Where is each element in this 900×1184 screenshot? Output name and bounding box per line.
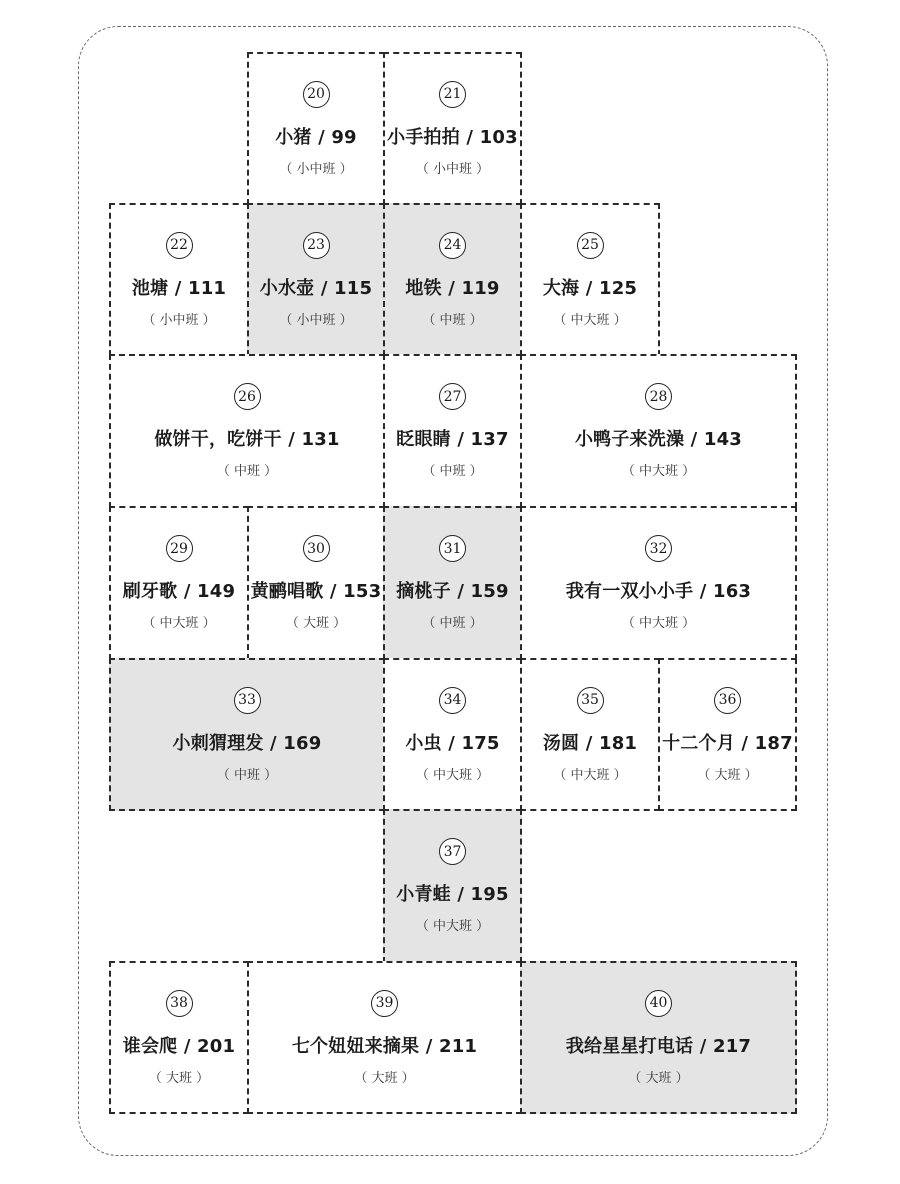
song-title: 小手拍拍 / 103 (387, 126, 518, 148)
number-badge: 33 (234, 687, 261, 714)
number-badge: 38 (166, 990, 193, 1017)
class-level: （ 中大班 ） (553, 312, 627, 328)
number-badge: 25 (577, 232, 604, 259)
song-card-25[interactable] (520, 203, 660, 356)
class-level: （ 中大班 ） (415, 767, 490, 783)
song-title: 谁会爬 / 201 (122, 1035, 236, 1057)
song-title: 七个妞妞来摘果 / 211 (291, 1035, 478, 1057)
song-title: 小刺猬理发 / 169 (172, 732, 322, 754)
song-title: 大海 / 125 (542, 277, 638, 299)
number-badge: 21 (439, 81, 466, 108)
song-title: 眨眼睛 / 137 (396, 429, 509, 450)
number-badge: 32 (645, 535, 672, 562)
number-badge: 26 (234, 383, 261, 410)
song-card-39[interactable] (247, 961, 522, 1114)
song-title: 小水壶 / 115 (259, 277, 373, 299)
number-badge: 27 (439, 383, 466, 410)
song-title: 做饼干，吃饼干 / 131 (154, 429, 340, 450)
song-card-30[interactable] (247, 506, 385, 660)
song-title: 汤圆 / 181 (542, 732, 638, 754)
class-level: （ 中班 ） (422, 312, 483, 328)
class-level: （ 大班 ） (285, 616, 347, 631)
class-level: （ 小中班 ） (415, 161, 490, 177)
song-card-36[interactable] (658, 658, 797, 811)
song-title: 我给星星打电话 / 217 (565, 1035, 752, 1057)
song-card-22[interactable] (109, 203, 249, 356)
song-card-23[interactable] (247, 203, 385, 356)
song-card-38[interactable] (109, 961, 249, 1114)
song-card-34[interactable] (383, 658, 522, 811)
song-card-40[interactable] (520, 961, 797, 1114)
class-level: （ 中班 ） (216, 767, 278, 783)
class-level: （ 中班 ） (216, 464, 278, 479)
class-level: （ 中大班 ） (621, 464, 696, 479)
song-card-35[interactable] (520, 658, 660, 811)
song-title: 小鸭子来洗澡 / 143 (574, 429, 743, 450)
song-title: 小猪 / 99 (275, 126, 357, 148)
song-card-31[interactable] (383, 506, 522, 660)
class-level: （ 中班 ） (422, 616, 483, 631)
class-level: （ 中大班 ） (142, 616, 216, 631)
class-level: （ 中班 ） (422, 464, 483, 479)
class-level: （ 中大班 ） (553, 767, 627, 783)
song-card-33[interactable] (109, 658, 385, 811)
number-badge: 35 (577, 687, 604, 714)
number-badge: 30 (303, 535, 330, 562)
song-card-26[interactable] (109, 354, 385, 508)
song-card-27[interactable] (383, 354, 522, 508)
number-badge: 31 (439, 535, 466, 562)
song-card-24[interactable] (383, 203, 522, 356)
class-level: （ 中大班 ） (621, 616, 696, 631)
song-title: 刷牙歌 / 149 (122, 581, 236, 602)
number-badge: 24 (439, 232, 466, 259)
number-badge: 36 (714, 687, 741, 714)
song-card-28[interactable] (520, 354, 797, 508)
number-badge: 29 (166, 535, 193, 562)
song-title: 地铁 / 119 (405, 277, 500, 299)
song-title: 黄鹂唱歌 / 153 (250, 581, 382, 602)
number-badge: 34 (439, 687, 466, 714)
number-badge: 40 (645, 990, 672, 1017)
class-level: （ 小中班 ） (142, 312, 216, 328)
class-level: （ 小中班 ） (279, 312, 353, 328)
number-badge: 23 (303, 232, 330, 259)
song-title: 十二个月 / 187 (662, 732, 793, 754)
song-card-37[interactable] (383, 809, 522, 963)
class-level: （ 大班 ） (354, 1070, 415, 1086)
song-title: 小青蛙 / 195 (396, 884, 509, 905)
number-badge: 22 (166, 232, 193, 259)
song-card-20[interactable] (247, 52, 385, 205)
song-title: 小虫 / 175 (405, 732, 500, 754)
class-level: （ 小中班 ） (279, 161, 353, 177)
number-badge: 28 (645, 383, 672, 410)
song-title: 池塘 / 111 (131, 277, 227, 299)
song-card-21[interactable] (383, 52, 522, 205)
song-card-32[interactable] (520, 506, 797, 660)
song-title: 我有一双小小手 / 163 (565, 581, 752, 602)
song-title: 摘桃子 / 159 (396, 581, 509, 602)
number-badge: 20 (303, 81, 330, 108)
number-badge: 39 (371, 990, 398, 1017)
class-level: （ 中大班 ） (415, 919, 490, 934)
class-level: （ 大班 ） (148, 1070, 210, 1086)
number-badge: 37 (439, 838, 466, 865)
class-level: （ 大班 ） (628, 1070, 689, 1086)
song-card-29[interactable] (109, 506, 249, 660)
class-level: （ 大班 ） (697, 767, 758, 783)
